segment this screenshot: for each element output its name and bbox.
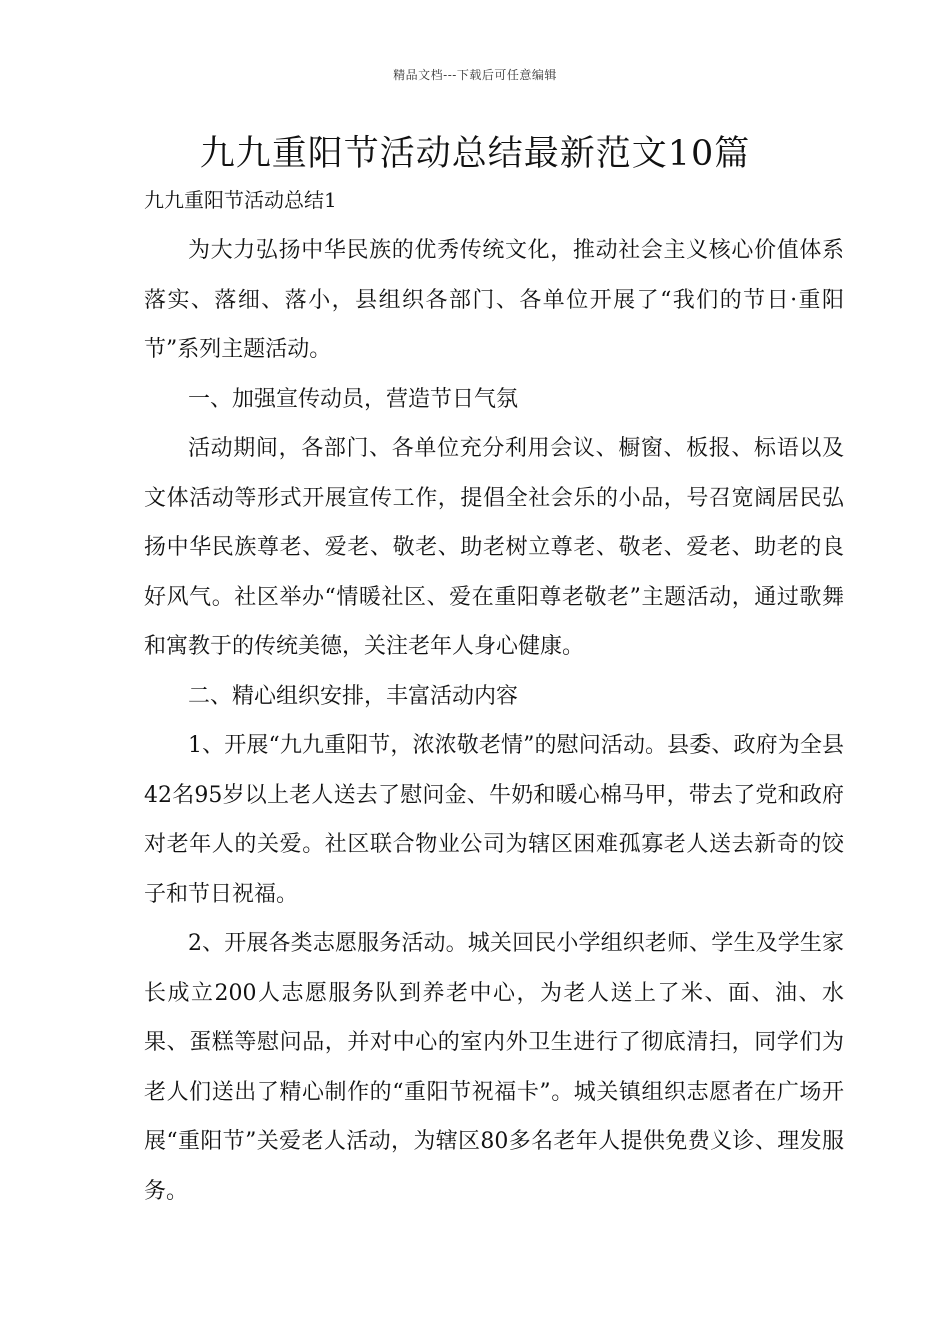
body-paragraph-1: 活动期间，各部门、各单位充分利用会议、橱窗、板报、标语以及文体活动等形式开展宣传工作，提倡全社会乐的小品，号召宽阔居民弘扬中华民族尊老、爱老、敬老、助老树立尊老、敬老、爱老、助老的良好风气。社区举办“情暖社区、爱在重阳尊老敬老”主题活动，通过歌舞和寓教于的传统美德，关注老年人身心健康。 <box>144 436 844 659</box>
intro-paragraph: 为大力弘扬中华民族的优秀传统文化，推动社会主义核心价值体系落实、落细、落小，县组织各部门、各单位开展了“我们的节日·重阳节”系列主题活动。 <box>144 238 844 362</box>
page-title: 九九重阳节活动总结最新范文10篇 <box>199 134 751 174</box>
body-paragraph-3: 2、开展各类志愿服务活动。城关回民小学组织老师、学生及学生家长成立200人志愿服务队到养老中心，为老人送上了米、面、油、水果、蛋糕等慰问品，并对中心的室内外卫生进行了彻底清扫，同学们为老人们送出了精心制作的“重阳节祝福卡”。城关镇组织志愿者在广场开展“重阳节”关爱老人活动，为辖区80多名老年人提供免费义诊、理发服务。 <box>144 931 844 1204</box>
section-subtitle: 九九重阳节活动总结1 <box>144 188 337 212</box>
body-paragraph-2: 1、开展“九九重阳节，浓浓敬老情”的慰问活动。县委、政府为全县42名95岁以上老人送去了慰问金、牛奶和暖心棉马甲，带去了党和政府对老年人的关爱。社区联合物业公司为辖区困难孤寡老人送去新奇的饺子和节日祝福。 <box>144 733 844 907</box>
header-note: 精品文档---下载后可任意编辑 <box>393 68 557 82</box>
section-heading-2: 二、精心组织安排，丰富活动内容 <box>188 683 519 709</box>
document-body <box>144 226 844 1216</box>
section-heading-1: 一、加强宣传动员，营造节日气氛 <box>188 386 519 412</box>
